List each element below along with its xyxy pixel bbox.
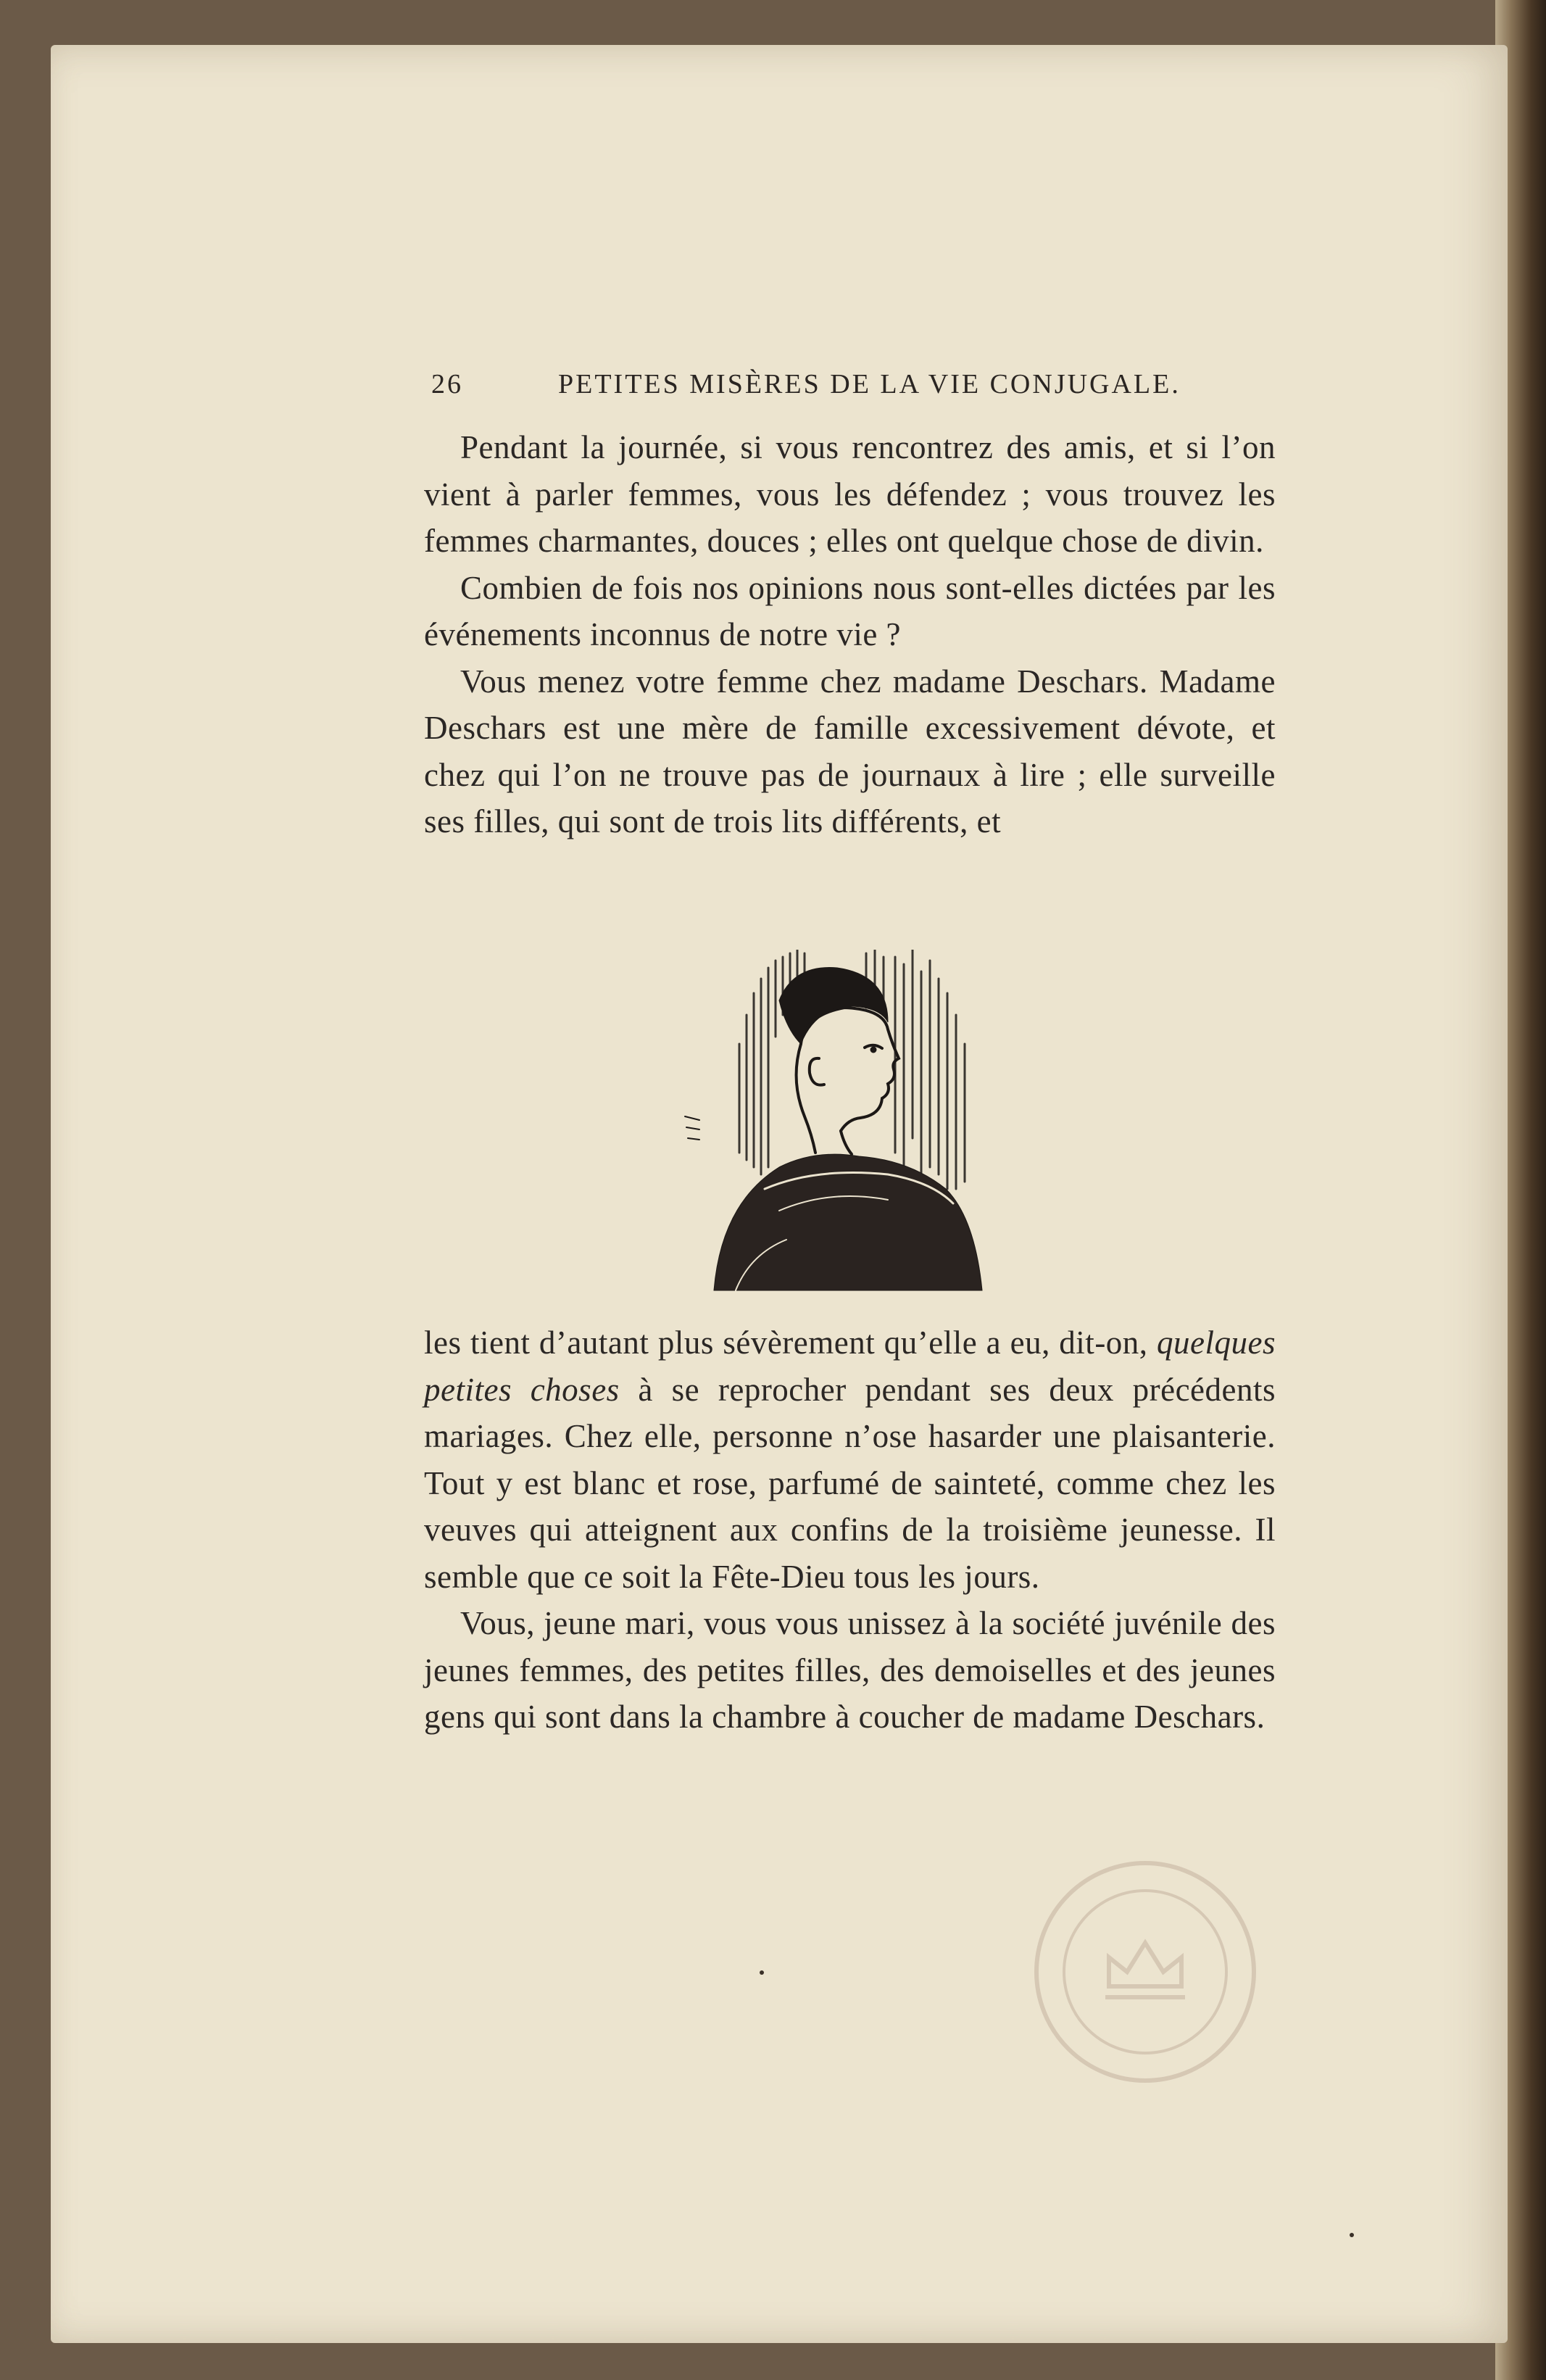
paragraph: Vous menez votre femme chez madame Deschars. Madame Deschars est une mère de famille excessivement dévote, et chez qui l’on ne trouve pas de journaux à lire ; elle surveille ses filles, qui sont de trois lits différents, et	[424, 663, 1276, 839]
running-title: PETITES MISÈRES DE LA VIE CONJUGALE.	[558, 369, 1181, 399]
paper-speck	[760, 1970, 764, 1975]
portrait-woman-engraving	[670, 950, 1026, 1305]
library-stamp	[1029, 1856, 1261, 2088]
paragraph-continued: les tient d’autant plus sévèrement qu’elle a eu, dit-on, quelques petites choses à se reprocher pendant ses deux précédents mariages. Chez elle, personne n’ose hasarder une plaisanterie. Tout y est blanc et rose, parfumé de sainteté, comme chez les veuves qui atteignent aux confins de la troisième jeunesse. Il semble que ce soit la Fête-Dieu tous les jours.	[424, 1324, 1276, 1595]
paragraph: Pendant la journée, si vous rencontrez des amis, et si l’on vient à parler femmes, vous les défendez ; vous trouvez les femmes charmantes, douces ; elles ont quelque chose de divin.	[424, 429, 1276, 559]
paragraph: Vous, jeune mari, vous vous unissez à la société juvénile des jeunes femmes, des petites filles, des demoiselles et des jeunes gens qui sont dans la chambre à coucher de madame Deschars.	[424, 1605, 1276, 1735]
text-block-after-illustration	[424, 1319, 1276, 1741]
page-number: 26	[431, 369, 463, 399]
italic-phrase: quelques petites choses	[424, 1324, 1276, 1408]
paper-speck	[1350, 2233, 1354, 2237]
paragraph: Combien de fois nos opinions nous sont-elles dictées par les événements inconnus de notre vie ?	[424, 569, 1276, 652]
page-header	[431, 362, 1287, 413]
text-block-before-illustration	[424, 424, 1276, 845]
